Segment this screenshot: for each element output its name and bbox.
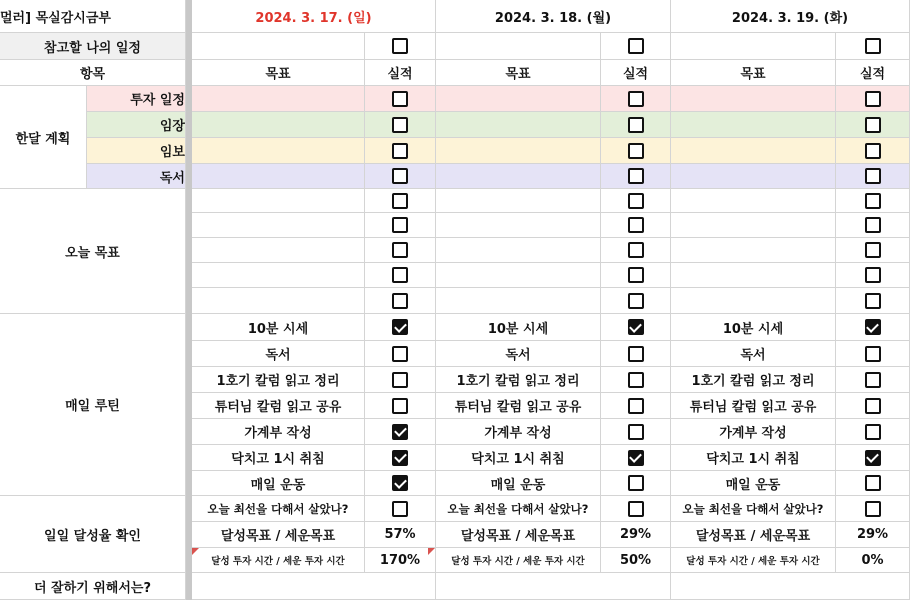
today-result-cell — [836, 238, 910, 263]
reference-cell — [192, 33, 365, 60]
month-result-cell — [836, 112, 910, 138]
better-cell[interactable] — [436, 573, 671, 600]
routine-item: 매일 운동 — [192, 471, 365, 496]
today-result-cell — [365, 213, 436, 238]
routine-checkbox[interactable] — [865, 398, 881, 414]
today-result-cell — [836, 288, 910, 314]
routine-result-cell — [601, 314, 671, 341]
month-result-cell — [836, 164, 910, 189]
routine-item: 10분 시세 — [192, 314, 365, 341]
routine-result-cell — [836, 419, 910, 445]
routine-item: 매일 운동 — [671, 471, 836, 496]
reference-cell — [671, 33, 836, 60]
month-result-cell — [365, 86, 436, 112]
today-goal-cell[interactable] — [436, 263, 601, 288]
routine-result-cell — [601, 393, 671, 419]
today-result-cell — [601, 238, 671, 263]
routine-checkbox[interactable] — [865, 372, 881, 388]
best-effort-cell — [365, 496, 436, 522]
time-ratio-value: 170% — [365, 548, 436, 573]
routine-checkbox[interactable] — [628, 398, 644, 414]
month-goal-cell[interactable] — [436, 164, 601, 189]
month-result-cell — [365, 164, 436, 189]
month-checkbox[interactable] — [865, 117, 881, 133]
today-goal-cell[interactable] — [671, 263, 836, 288]
month-item-label: 임보 — [87, 138, 186, 164]
best-effort-cell — [601, 496, 671, 522]
month-checkbox[interactable] — [865, 91, 881, 107]
routine-checkbox[interactable] — [392, 424, 408, 440]
result-header: 실적 — [836, 60, 910, 86]
month-checkbox[interactable] — [628, 143, 644, 159]
best-effort-checkbox[interactable] — [865, 501, 881, 517]
routine-item: 독서 — [192, 341, 365, 367]
goal-header: 목표 — [671, 60, 836, 86]
month-result-cell — [601, 138, 671, 164]
routine-result-cell — [365, 341, 436, 367]
routine-result-cell — [836, 314, 910, 341]
today-result-cell — [601, 288, 671, 314]
routine-checkbox[interactable] — [865, 346, 881, 362]
routine-item: 튜터님 칼럼 읽고 공유 — [192, 393, 365, 419]
month-checkbox[interactable] — [628, 117, 644, 133]
best-effort-cell — [836, 496, 910, 522]
routine-checkbox[interactable] — [392, 450, 408, 466]
goal-header: 목표 — [436, 60, 601, 86]
routine-checkbox[interactable] — [628, 372, 644, 388]
routine-checkbox[interactable] — [628, 475, 644, 491]
routine-item: 가계부 작성 — [436, 419, 601, 445]
result-header: 실적 — [601, 60, 671, 86]
routine-result-cell — [601, 445, 671, 471]
routine-checkbox[interactable] — [628, 319, 644, 335]
sheet-title: 멀러] 목실감시금부 — [0, 0, 186, 33]
today-goal-cell[interactable] — [436, 189, 601, 213]
today-goal-checkbox[interactable] — [628, 267, 644, 283]
month-checkbox[interactable] — [392, 168, 408, 184]
reference-checkbox[interactable] — [628, 38, 644, 54]
routine-item: 닥치고 1시 취침 — [436, 445, 601, 471]
today-goal-checkbox[interactable] — [392, 293, 408, 309]
month-result-cell — [601, 112, 671, 138]
goal-ratio-label: 달성목표 / 세운목표 — [436, 522, 601, 548]
today-result-cell — [601, 189, 671, 213]
month-checkbox[interactable] — [865, 143, 881, 159]
month-goal-cell[interactable] — [671, 164, 836, 189]
month-checkbox[interactable] — [865, 168, 881, 184]
today-goal-cell[interactable] — [436, 238, 601, 263]
routine-item: 닥치고 1시 취침 — [671, 445, 836, 471]
today-goal-checkbox[interactable] — [865, 217, 881, 233]
today-result-cell — [836, 189, 910, 213]
month-goal-cell[interactable] — [671, 86, 836, 112]
routine-result-cell — [836, 445, 910, 471]
routine-item: 튜터님 칼럼 읽고 공유 — [671, 393, 836, 419]
routine-checkbox[interactable] — [865, 424, 881, 440]
routine-item: 닥치고 1시 취침 — [192, 445, 365, 471]
better-cell[interactable] — [671, 573, 910, 600]
month-goal-cell[interactable] — [436, 112, 601, 138]
routine-result-cell — [365, 314, 436, 341]
today-goal-checkbox[interactable] — [865, 293, 881, 309]
today-goal-cell[interactable] — [671, 189, 836, 213]
month-result-cell — [836, 138, 910, 164]
today-goal-checkbox[interactable] — [392, 267, 408, 283]
goal-ratio-label: 달성목표 / 세운목표 — [671, 522, 836, 548]
result-header: 실적 — [365, 60, 436, 86]
month-goal-cell[interactable] — [192, 112, 365, 138]
today-goal-cell[interactable] — [192, 238, 365, 263]
routine-item: 1호기 칼럼 읽고 정리 — [671, 367, 836, 393]
reference-checkbox[interactable] — [865, 38, 881, 54]
today-goal-cell[interactable] — [436, 213, 601, 238]
today-result-cell — [836, 263, 910, 288]
routine-item: 1호기 칼럼 읽고 정리 — [192, 367, 365, 393]
achievement-label: 일일 달성율 확인 — [0, 496, 186, 573]
reference-checkbox[interactable] — [392, 38, 408, 54]
month-result-cell — [836, 86, 910, 112]
reference-result-cell — [601, 33, 671, 60]
month-checkbox[interactable] — [392, 143, 408, 159]
month-result-cell — [365, 138, 436, 164]
routine-result-cell — [836, 367, 910, 393]
month-goal-cell[interactable] — [436, 86, 601, 112]
today-goal-cell[interactable] — [192, 263, 365, 288]
goal-ratio-value: 29% — [836, 522, 910, 548]
routine-result-cell — [365, 367, 436, 393]
month-result-cell — [601, 164, 671, 189]
goal-ratio-label: 달성목표 / 세운목표 — [192, 522, 365, 548]
best-effort-checkbox[interactable] — [392, 501, 408, 517]
routine-checkbox[interactable] — [628, 346, 644, 362]
month-checkbox[interactable] — [628, 168, 644, 184]
routine-item: 튜터님 칼럼 읽고 공유 — [436, 393, 601, 419]
today-goal-cell[interactable] — [192, 288, 365, 314]
routine-item: 가계부 작성 — [192, 419, 365, 445]
routine-checkbox[interactable] — [392, 475, 408, 491]
routine-result-cell — [836, 341, 910, 367]
month-result-cell — [601, 86, 671, 112]
time-ratio-label: 달성 투자 시간 / 세운 투자 시간 — [671, 548, 836, 573]
routine-checkbox[interactable] — [865, 319, 881, 335]
routine-checkbox[interactable] — [392, 398, 408, 414]
month-checkbox[interactable] — [628, 91, 644, 107]
month-plan-label: 한달 계획 — [0, 86, 87, 189]
today-goal-cell[interactable] — [671, 238, 836, 263]
best-effort-checkbox[interactable] — [628, 501, 644, 517]
reference-result-cell — [365, 33, 436, 60]
routine-item: 10분 시세 — [671, 314, 836, 341]
today-result-cell — [601, 213, 671, 238]
month-goal-cell[interactable] — [671, 112, 836, 138]
today-goal-checkbox[interactable] — [628, 293, 644, 309]
time-ratio-label: 달성 투자 시간 / 세운 투자 시간 — [192, 548, 365, 573]
month-checkbox[interactable] — [392, 91, 408, 107]
reference-cell — [436, 33, 601, 60]
today-goal-checkbox[interactable] — [865, 242, 881, 258]
routine-checkbox[interactable] — [392, 372, 408, 388]
today-result-cell — [601, 263, 671, 288]
today-result-cell — [365, 189, 436, 213]
today-goal-cell[interactable] — [671, 288, 836, 314]
comment-marker[interactable] — [192, 548, 199, 555]
month-goal-cell[interactable] — [671, 138, 836, 164]
routine-checkbox[interactable] — [865, 450, 881, 466]
time-ratio-value: 50% — [601, 548, 671, 573]
reference-result-cell — [836, 33, 910, 60]
today-goal-cell[interactable] — [436, 288, 601, 314]
date-header: 2024. 3. 19. (화) — [671, 0, 910, 33]
month-goal-cell[interactable] — [192, 86, 365, 112]
month-item-label: 투자 일정 — [87, 86, 186, 112]
best-effort-question: 오늘 최선을 다해서 살았나? — [436, 496, 601, 522]
item-label: 항목 — [0, 60, 186, 86]
routine-checkbox[interactable] — [392, 346, 408, 362]
today-goal-cell[interactable] — [192, 189, 365, 213]
goal-ratio-value: 29% — [601, 522, 671, 548]
routine-item: 매일 운동 — [436, 471, 601, 496]
month-result-cell — [365, 112, 436, 138]
best-effort-question: 오늘 최선을 다해서 살았나? — [671, 496, 836, 522]
routine-result-cell — [601, 367, 671, 393]
routine-item: 10분 시세 — [436, 314, 601, 341]
today-goal-checkbox[interactable] — [392, 217, 408, 233]
goal-header: 목표 — [192, 60, 365, 86]
today-goal-checkbox[interactable] — [865, 267, 881, 283]
month-goal-cell[interactable] — [192, 138, 365, 164]
reference-label: 참고할 나의 일정 — [0, 33, 186, 60]
routine-checkbox[interactable] — [392, 319, 408, 335]
month-item-label: 임장 — [87, 112, 186, 138]
routine-item: 1호기 칼럼 읽고 정리 — [436, 367, 601, 393]
routine-result-cell — [365, 471, 436, 496]
today-goal-cell[interactable] — [671, 213, 836, 238]
today-result-cell — [836, 213, 910, 238]
routine-result-cell — [601, 471, 671, 496]
month-goal-cell[interactable] — [192, 164, 365, 189]
month-checkbox[interactable] — [392, 117, 408, 133]
routine-checkbox[interactable] — [628, 450, 644, 466]
routine-result-cell — [836, 471, 910, 496]
today-goal-checkbox[interactable] — [865, 193, 881, 209]
routine-result-cell — [365, 445, 436, 471]
month-goal-cell[interactable] — [436, 138, 601, 164]
best-effort-question: 오늘 최선을 다해서 살았나? — [192, 496, 365, 522]
routine-checkbox[interactable] — [628, 424, 644, 440]
time-ratio-value: 0% — [836, 548, 910, 573]
routine-item: 독서 — [671, 341, 836, 367]
today-goal-checkbox[interactable] — [628, 193, 644, 209]
today-result-cell — [365, 238, 436, 263]
better-cell[interactable] — [192, 573, 436, 600]
better-label: 더 잘하기 위해서는? — [0, 573, 186, 600]
goal-ratio-value: 57% — [365, 522, 436, 548]
routine-result-cell — [836, 393, 910, 419]
routine-result-cell — [365, 393, 436, 419]
today-result-cell — [365, 263, 436, 288]
today-goal-checkbox[interactable] — [392, 242, 408, 258]
date-header: 2024. 3. 18. (월) — [436, 0, 671, 33]
routine-result-cell — [601, 341, 671, 367]
today-goal-checkbox[interactable] — [628, 217, 644, 233]
comment-marker[interactable] — [428, 548, 435, 555]
routine-checkbox[interactable] — [865, 475, 881, 491]
routine-result-cell — [365, 419, 436, 445]
routine-item: 독서 — [436, 341, 601, 367]
routine-result-cell — [601, 419, 671, 445]
routine-item: 가계부 작성 — [671, 419, 836, 445]
today-goal-checkbox[interactable] — [628, 242, 644, 258]
today-result-cell — [365, 288, 436, 314]
today-goal-label: 오늘 목표 — [0, 189, 186, 314]
routine-label: 매일 루틴 — [0, 314, 186, 496]
today-goal-checkbox[interactable] — [392, 193, 408, 209]
today-goal-cell[interactable] — [192, 213, 365, 238]
date-header: 2024. 3. 17. (일) — [192, 0, 436, 33]
time-ratio-label: 달성 투자 시간 / 세운 투자 시간 — [436, 548, 601, 573]
month-item-label: 독서 — [87, 164, 186, 189]
